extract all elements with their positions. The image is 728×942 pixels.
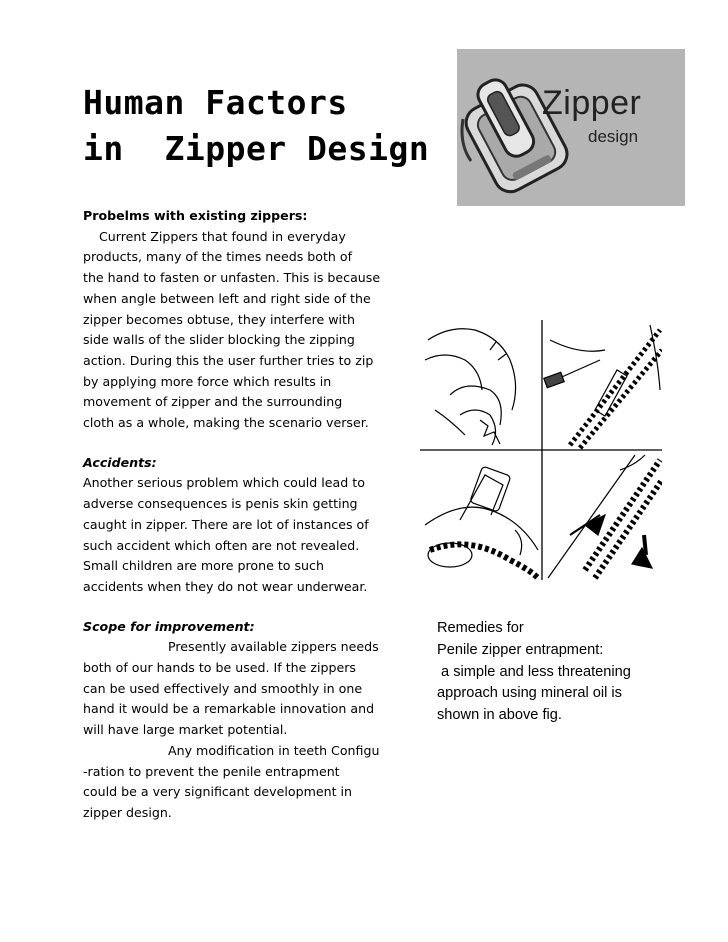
text-line: caught in zipper. There are lot of instances of <box>83 516 369 532</box>
text-line: products, many of the times needs both of <box>83 249 353 265</box>
text-line: Current Zippers that found in everyday <box>99 228 346 244</box>
zipper-design-logo <box>457 49 685 206</box>
text-line: accidents when they do not wear underwear. <box>83 578 368 594</box>
text-line: both of our hands to be used. If the zippers <box>83 660 356 676</box>
text-line: could be a very significant development in <box>83 784 353 800</box>
caption-line: Remedies for <box>437 620 524 636</box>
text-line: can be used effectively and smoothly in one <box>83 680 363 696</box>
page-title <box>83 80 429 172</box>
text-line: zipper design. <box>83 804 172 820</box>
section-accidents-body <box>83 473 403 597</box>
title-line-1: Human Factors <box>83 83 348 122</box>
text-line: zipper becomes obtuse, they interfere with <box>83 311 355 327</box>
body-text-column <box>83 206 403 824</box>
section-heading-accidents: Accidents: <box>83 454 157 470</box>
text-line: the hand to fasten or unfasten. This is because <box>83 270 381 286</box>
section-heading-scope: Scope for improvement: <box>83 618 255 634</box>
caption-line: approach using mineral oil is <box>437 685 622 702</box>
text-line: Any modification in teeth Configu <box>168 742 380 758</box>
title-line-2: in Zipper Design <box>83 129 430 168</box>
text-line: movement of zipper and the surrounding <box>83 394 343 410</box>
text-line: such accident which often are not revealed. <box>83 537 360 553</box>
caption-line: a simple and less threatening <box>437 663 631 680</box>
text-line: by applying more force which results in <box>83 373 332 389</box>
text-line: action. During this the user further tries to zip <box>83 352 374 368</box>
text-line: when angle between left and right side of the <box>83 290 371 306</box>
zipper-slider-icon <box>457 49 685 206</box>
figure-caption <box>437 618 697 727</box>
text-line: hand it would be a remarkable innovation and <box>83 701 375 717</box>
text-line: will have large market potential. <box>83 722 288 738</box>
remedy-sketch-grid <box>420 320 662 580</box>
text-line: side walls of the slider blocking the zipping <box>83 332 355 348</box>
section-problems-body <box>83 227 403 434</box>
logo-subword: design <box>588 127 639 146</box>
caption-line: Penile zipper entrapment: <box>437 641 604 658</box>
text-line: adverse consequences is penis skin getting <box>83 496 358 512</box>
logo-word: Zipper <box>542 84 642 122</box>
text-line: Small children are more prone to such <box>83 558 324 574</box>
text-line: -ration to prevent the penile entrapment <box>83 763 340 779</box>
text-line: Presently available zippers needs <box>168 639 379 655</box>
text-line: cloth as a whole, making the scenario verser. <box>83 415 369 431</box>
remedy-illustration <box>420 320 662 580</box>
section-heading-problems: Probelms with existing zippers: <box>83 208 308 223</box>
text-line: Another serious problem which could lead to <box>83 475 365 491</box>
caption-line: shown in above fig. <box>437 707 562 724</box>
section-scope-body <box>83 637 403 823</box>
